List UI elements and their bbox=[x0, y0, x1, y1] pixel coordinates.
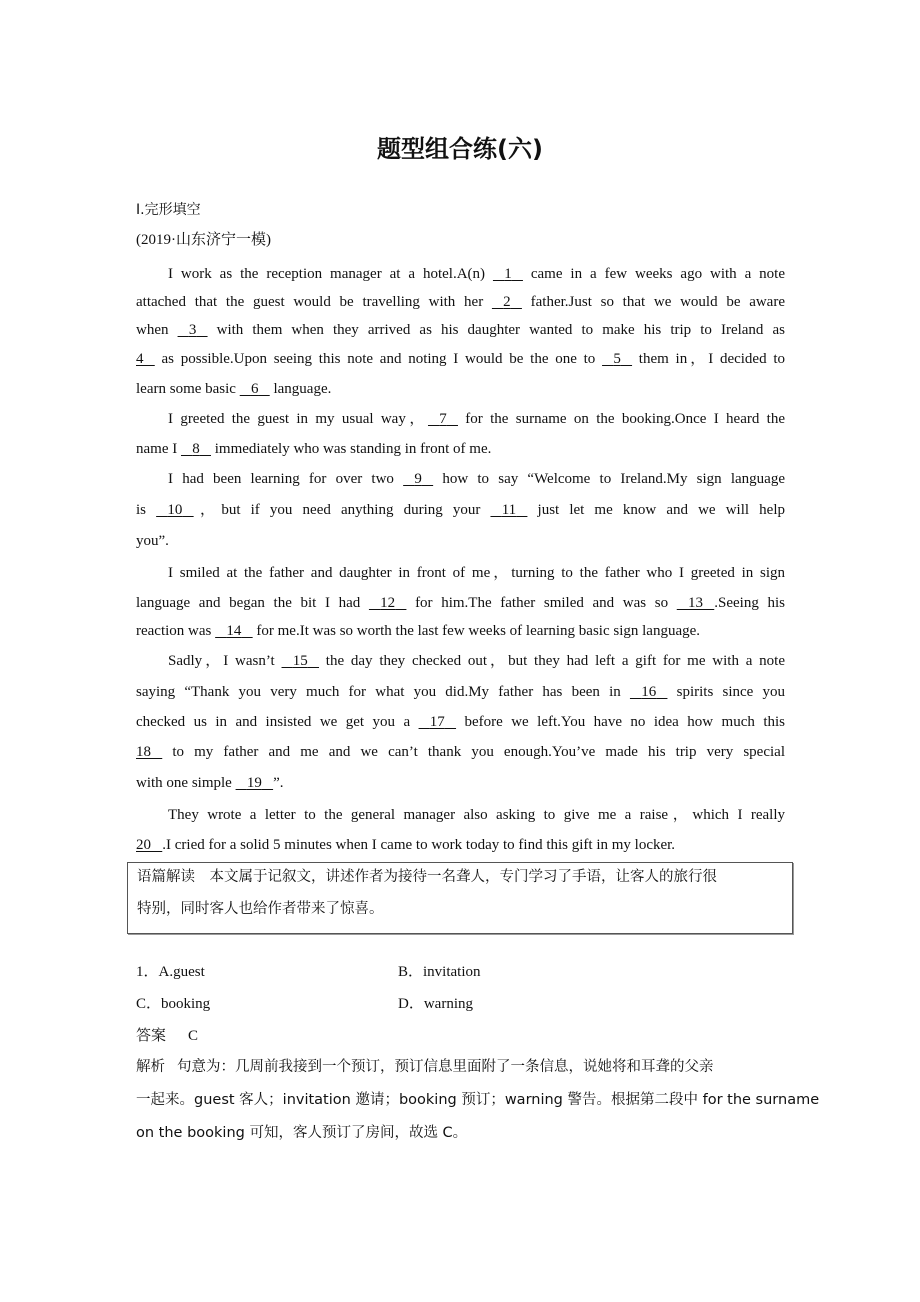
passage-text: you”. bbox=[136, 533, 169, 549]
passage-line bbox=[168, 805, 785, 825]
passage-text: I had been learning for over two bbox=[168, 471, 404, 487]
blank-number: 17 bbox=[429, 714, 445, 730]
passage-text: with one simple bbox=[136, 775, 236, 791]
summary-box bbox=[127, 862, 793, 934]
answer-label: 答案 bbox=[136, 1026, 167, 1044]
passage-text: how to say “Welcome to Ireland.My sign language bbox=[433, 471, 785, 487]
passage-line bbox=[136, 593, 785, 613]
passage-text: them in，I decided to bbox=[632, 351, 785, 367]
blank-19 bbox=[236, 773, 274, 793]
blank-17 bbox=[419, 712, 457, 732]
blank-number: 19 bbox=[246, 775, 262, 791]
blank-8 bbox=[181, 439, 211, 459]
passage-line bbox=[136, 292, 785, 312]
passage-text: spirits since you bbox=[667, 684, 785, 700]
blank-18 bbox=[136, 742, 162, 762]
blank-number: 11 bbox=[501, 502, 517, 518]
passage-line bbox=[136, 439, 785, 459]
analysis-line-3: on the booking 可知，客人预订了房间，故选 C。 bbox=[136, 1125, 468, 1141]
passage-line bbox=[136, 773, 785, 793]
passage-text: attached that the guest would be travelling with her bbox=[136, 294, 492, 310]
blank-2 bbox=[492, 292, 522, 312]
blank-number: 12 bbox=[380, 595, 396, 611]
passage-text: I work as the reception manager at a hotel.A(n) bbox=[168, 266, 493, 282]
option-c: C．booking bbox=[136, 996, 211, 1012]
blank-3 bbox=[178, 320, 208, 340]
blank-number: 2 bbox=[503, 294, 511, 310]
passage-line bbox=[168, 409, 785, 429]
passage-text: for the surname on the booking.Once I heard the bbox=[457, 411, 785, 427]
blank-13 bbox=[677, 593, 715, 613]
passage-line bbox=[168, 563, 785, 583]
blank-5 bbox=[602, 349, 632, 369]
option-a: 1．A.guest bbox=[136, 964, 205, 980]
blank-15 bbox=[282, 651, 320, 671]
passage-text: I greeted the guest in my usual way， bbox=[168, 411, 428, 427]
blank-number: 1 bbox=[504, 266, 512, 282]
passage-line bbox=[168, 469, 785, 489]
blank-number: 9 bbox=[414, 471, 422, 487]
blank-number: 7 bbox=[439, 411, 447, 427]
passage-text: .I cried for a solid 5 minutes when I came to work today to find this gift in my locker. bbox=[162, 837, 676, 853]
blank-number: 3 bbox=[188, 322, 197, 338]
passage-text: language. bbox=[269, 381, 332, 397]
passage-line bbox=[136, 835, 785, 855]
passage-text: the day they checked out，but they had left a gift for me with a note bbox=[319, 653, 785, 669]
passage-text: They wrote a letter to the general manager also asking to give me a raise，which I really bbox=[168, 807, 785, 823]
passage-text: father.Just so that we would be aware bbox=[521, 294, 785, 310]
passage-line bbox=[136, 349, 785, 369]
passage-text: is bbox=[136, 502, 157, 518]
passage-text: saying “Thank you very much for what you did.My father has been in bbox=[136, 684, 630, 700]
analysis-label: 解析 bbox=[136, 1059, 165, 1075]
blank-10 bbox=[156, 500, 194, 520]
passage-text: ”. bbox=[273, 775, 284, 791]
passage-line bbox=[136, 531, 785, 551]
blank-12 bbox=[369, 593, 407, 613]
passage-text: before we left.You have no idea how much this bbox=[456, 714, 785, 730]
passage-line bbox=[168, 651, 785, 671]
section-heading: Ⅰ.完形填空 bbox=[136, 202, 201, 218]
summary-line: 语篇解读 本文属于记叙文，讲述作者为接待一名聋人，专门学习了手语，让客人的旅行很 bbox=[137, 869, 717, 885]
passage-text: came in a few weeks ago with a note bbox=[522, 266, 785, 282]
passage-text: .Seeing his bbox=[714, 595, 785, 611]
passage-line bbox=[136, 500, 785, 520]
blank-number: 5 bbox=[613, 351, 621, 367]
analysis-text: 句意为：几周前我接到一个预订，预订信息里面附了一条信息，说她将和耳聋的父亲 bbox=[177, 1059, 714, 1075]
passage-text: when bbox=[136, 322, 178, 338]
passage-text: name I bbox=[136, 441, 181, 457]
passage-text: just let me know and we will help bbox=[527, 502, 785, 518]
blank-number: 16 bbox=[641, 684, 657, 700]
passage-text: checked us in and insisted we get you a bbox=[136, 714, 419, 730]
blank-number: 13 bbox=[688, 595, 703, 611]
passage-text: ，but if you need anything during your bbox=[193, 502, 491, 518]
blank-6 bbox=[240, 379, 270, 399]
blank-number: 15 bbox=[292, 653, 308, 669]
blank-4 bbox=[136, 349, 155, 369]
summary-line: 特别，同时客人也给作者带来了惊喜。 bbox=[137, 901, 384, 917]
option-d: D．warning bbox=[398, 996, 473, 1012]
passage-text: for me.It was so worth the last few weeks of learning basic sign language. bbox=[252, 623, 701, 639]
passage-text: as possible.Upon seeing this note and noting I would be the one to bbox=[154, 351, 603, 367]
passage-text: Sadly，I wasn’t bbox=[168, 653, 282, 669]
page-title: 题型组合练(六) bbox=[377, 135, 543, 163]
analysis-line-2: 一起来。guest 客人；invitation 邀请；booking 预订；warning 警告。根据第二段中 for the surname bbox=[136, 1092, 820, 1108]
passage-text: language and began the bit I had bbox=[136, 595, 369, 611]
blank-7 bbox=[428, 409, 458, 429]
answer-value: C bbox=[188, 1028, 199, 1044]
passage-text: I smiled at the father and daughter in front of me，turning to the father who I greeted in sign bbox=[168, 565, 785, 581]
blank-number: 14 bbox=[226, 623, 242, 639]
option-b: B．invitation bbox=[398, 964, 481, 980]
passage-line bbox=[136, 320, 785, 340]
answer-row bbox=[136, 1025, 198, 1046]
blank-number: 20 bbox=[136, 837, 151, 853]
passage-line bbox=[136, 379, 785, 399]
passage-line bbox=[136, 742, 785, 762]
passage-text: for him.The father smiled and was so bbox=[406, 595, 677, 611]
blank-20 bbox=[136, 835, 162, 855]
source-note: (2019·山东济宁一模) bbox=[136, 232, 271, 248]
passage-text: reaction was bbox=[136, 623, 216, 639]
blank-number: 8 bbox=[192, 441, 200, 457]
passage-text: to my father and me and we can’t thank you enough.You’ve made his trip very special bbox=[162, 744, 785, 760]
blank-number: 18 bbox=[136, 744, 151, 760]
blank-9 bbox=[403, 469, 433, 489]
blank-number: 10 bbox=[167, 502, 183, 518]
passage-text: immediately who was standing in front of me. bbox=[210, 441, 492, 457]
passage-line bbox=[136, 682, 785, 702]
passage-line bbox=[168, 264, 785, 284]
blank-1 bbox=[493, 264, 523, 284]
passage-text: learn some basic bbox=[136, 381, 240, 397]
blank-16 bbox=[630, 682, 668, 702]
passage-line bbox=[136, 621, 785, 641]
blank-14 bbox=[215, 621, 253, 641]
blank-11 bbox=[490, 500, 527, 520]
passage-text: with them when they arrived as his daughter wanted to make his trip to Ireland as bbox=[207, 322, 785, 338]
analysis-line-1 bbox=[136, 1057, 714, 1077]
blank-number: 4 bbox=[136, 351, 144, 367]
passage-line bbox=[136, 712, 785, 732]
blank-number: 6 bbox=[250, 381, 259, 397]
